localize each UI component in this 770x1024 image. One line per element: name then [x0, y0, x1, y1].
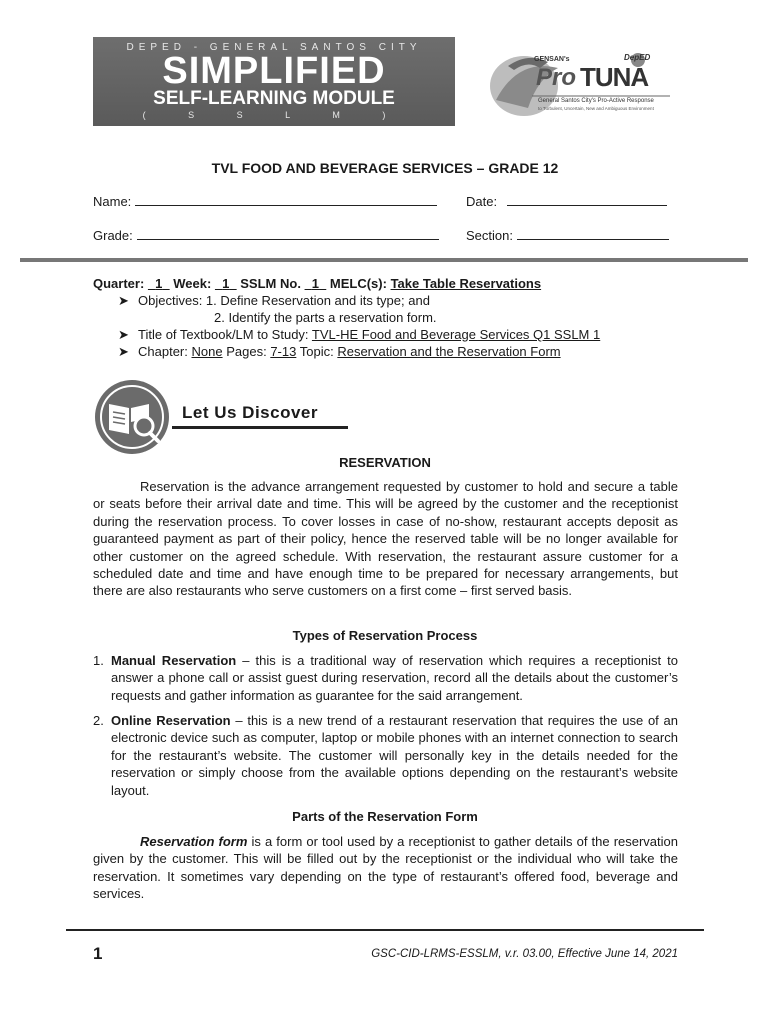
arrow-bullet-icon: ➤	[118, 293, 129, 308]
type-text: – this is a new trend of a restaurant reservation that requires the use of an electronic device such as computer, laptop or mobile phones with an internet connection to search for the restaurant’s website. The customer will personally key in the details needed for the reservation or simply choose from the available options depending on the restaurant’s website layout.	[111, 713, 678, 798]
pages-value: 7-13	[270, 344, 297, 359]
melc-label: MELC(s):	[329, 276, 387, 291]
section-title-underline	[172, 426, 348, 429]
section-title: Let Us Discover	[182, 403, 318, 422]
form-term: Reservation form	[140, 834, 248, 849]
section-blank[interactable]	[517, 228, 669, 240]
form-text: is a form or tool used by a receptionist to gather details of the reservation given by the customer. This will be filled out by the receptionist or the individual who will take the reservation. It sometimes vary depending on the type of restaurant’s offered food, beverage and services.	[93, 834, 679, 902]
quarter-value: 1	[155, 276, 163, 291]
week-label: Week:	[173, 276, 212, 291]
type-item-manual	[93, 652, 678, 704]
textbook-value: TVL-HE Food and Beverage Services Q1 SSLM 1	[311, 327, 601, 342]
name-label: Name:	[93, 194, 132, 209]
type-term: Manual Reservation	[111, 653, 237, 668]
grade-field[interactable]	[93, 228, 439, 243]
sslm-label: SSLM No.	[240, 276, 301, 291]
topic-label: Topic:	[299, 344, 334, 359]
section-label: Section:	[466, 228, 513, 243]
topic-value: Reservation and the Reservation Form	[337, 344, 561, 359]
form-paragraph	[93, 833, 678, 903]
date-field[interactable]	[466, 194, 667, 209]
objectives-item	[118, 293, 430, 309]
reservation-text: Reservation is the advance arrangement requested by customer to hold and secure a table or seats before their arrival date and time. This will be agreed by the customer and the receptionist during the reservation process. To cover losses in case of no-show, restaurant accepts deposit as guaranteed payment as part of their policy, hence the reserved table will be no longer available for other customer on the agreed schedule. With reservation, the restaurant assure customer for a scheduled date and time and have enough time to be prepared for necessary arrangements, but there are also restaurants who serve customers on a first come – first served basis.	[93, 479, 678, 599]
type-text: – this is a traditional way of reservation which requires a receptionist to answer a phone call or assist guest during reservation, record all the details about the customer’s requests and gather information as guarantee for the said arrangement.	[111, 653, 678, 703]
chapter-label: Chapter:	[138, 344, 188, 359]
reservation-paragraph	[93, 478, 678, 600]
logo-tuna: TUNA	[580, 62, 649, 92]
section-field[interactable]	[466, 228, 669, 243]
type-item-online	[93, 712, 678, 799]
logo-pro: Pro	[536, 64, 577, 91]
logo-gensan: GENSAN's	[534, 56, 570, 63]
textbook-item	[118, 327, 600, 343]
discover-book-icon	[93, 378, 173, 456]
footer-code: GSC-CID-LRMS-ESSLM, v.r. 03.00, Effective June 14, 2021	[371, 948, 678, 960]
grade-label: Grade:	[93, 228, 133, 243]
pages-label: Pages:	[226, 344, 267, 359]
grade-blank[interactable]	[137, 228, 439, 240]
name-blank[interactable]	[135, 194, 437, 206]
type-number: 2.	[93, 713, 104, 728]
sslm-banner	[93, 37, 455, 126]
arrow-bullet-icon: ➤	[118, 344, 129, 359]
page-number: 1	[93, 944, 103, 963]
banner-division: DEPED - GENERAL SANTOS CITY	[126, 42, 422, 53]
header-divider	[20, 258, 748, 262]
objectives-line2: 2. Identify the parts a reservation form.	[214, 310, 437, 325]
module-info	[93, 276, 541, 291]
arrow-bullet-icon: ➤	[118, 327, 129, 342]
protuna-logo	[488, 48, 678, 128]
quarter-label: Quarter:	[93, 276, 145, 291]
heading-types: Types of Reservation Process	[292, 628, 478, 643]
type-term: Online Reservation	[111, 713, 231, 728]
week-value: 1	[222, 276, 230, 291]
logo-tagline: General Santos City's Pro-Active Response	[538, 98, 654, 104]
objectives-line1: Objectives: 1. Define Reservation and its type; and	[138, 293, 430, 308]
banner-title: SIMPLIFIED	[162, 50, 386, 92]
banner-abbrev: ( S S L M )	[142, 110, 406, 120]
page-title: TVL FOOD AND BEVERAGE SERVICES – GRADE 12	[211, 160, 559, 176]
logo-tagline-small: to Turbulent, Uncertain, New and Ambiguous Environment	[538, 106, 654, 111]
banner-subtitle: SELF-LEARNING MODULE	[153, 88, 395, 109]
name-field[interactable]	[93, 194, 437, 209]
footer-divider	[66, 929, 704, 931]
sslm-value: 1	[311, 276, 320, 291]
logo-deped: DepED	[624, 53, 651, 62]
chapter-item	[118, 344, 561, 360]
melc-value: Take Table Reservations	[390, 276, 542, 291]
date-label: Date:	[466, 194, 498, 209]
chapter-value: None	[191, 344, 223, 359]
textbook-label: Title of Textbook/LM to Study:	[138, 327, 309, 342]
heading-parts: Parts of the Reservation Form	[292, 809, 478, 824]
date-blank[interactable]	[507, 194, 667, 206]
type-number: 1.	[93, 653, 104, 668]
heading-reservation: RESERVATION	[339, 455, 431, 470]
